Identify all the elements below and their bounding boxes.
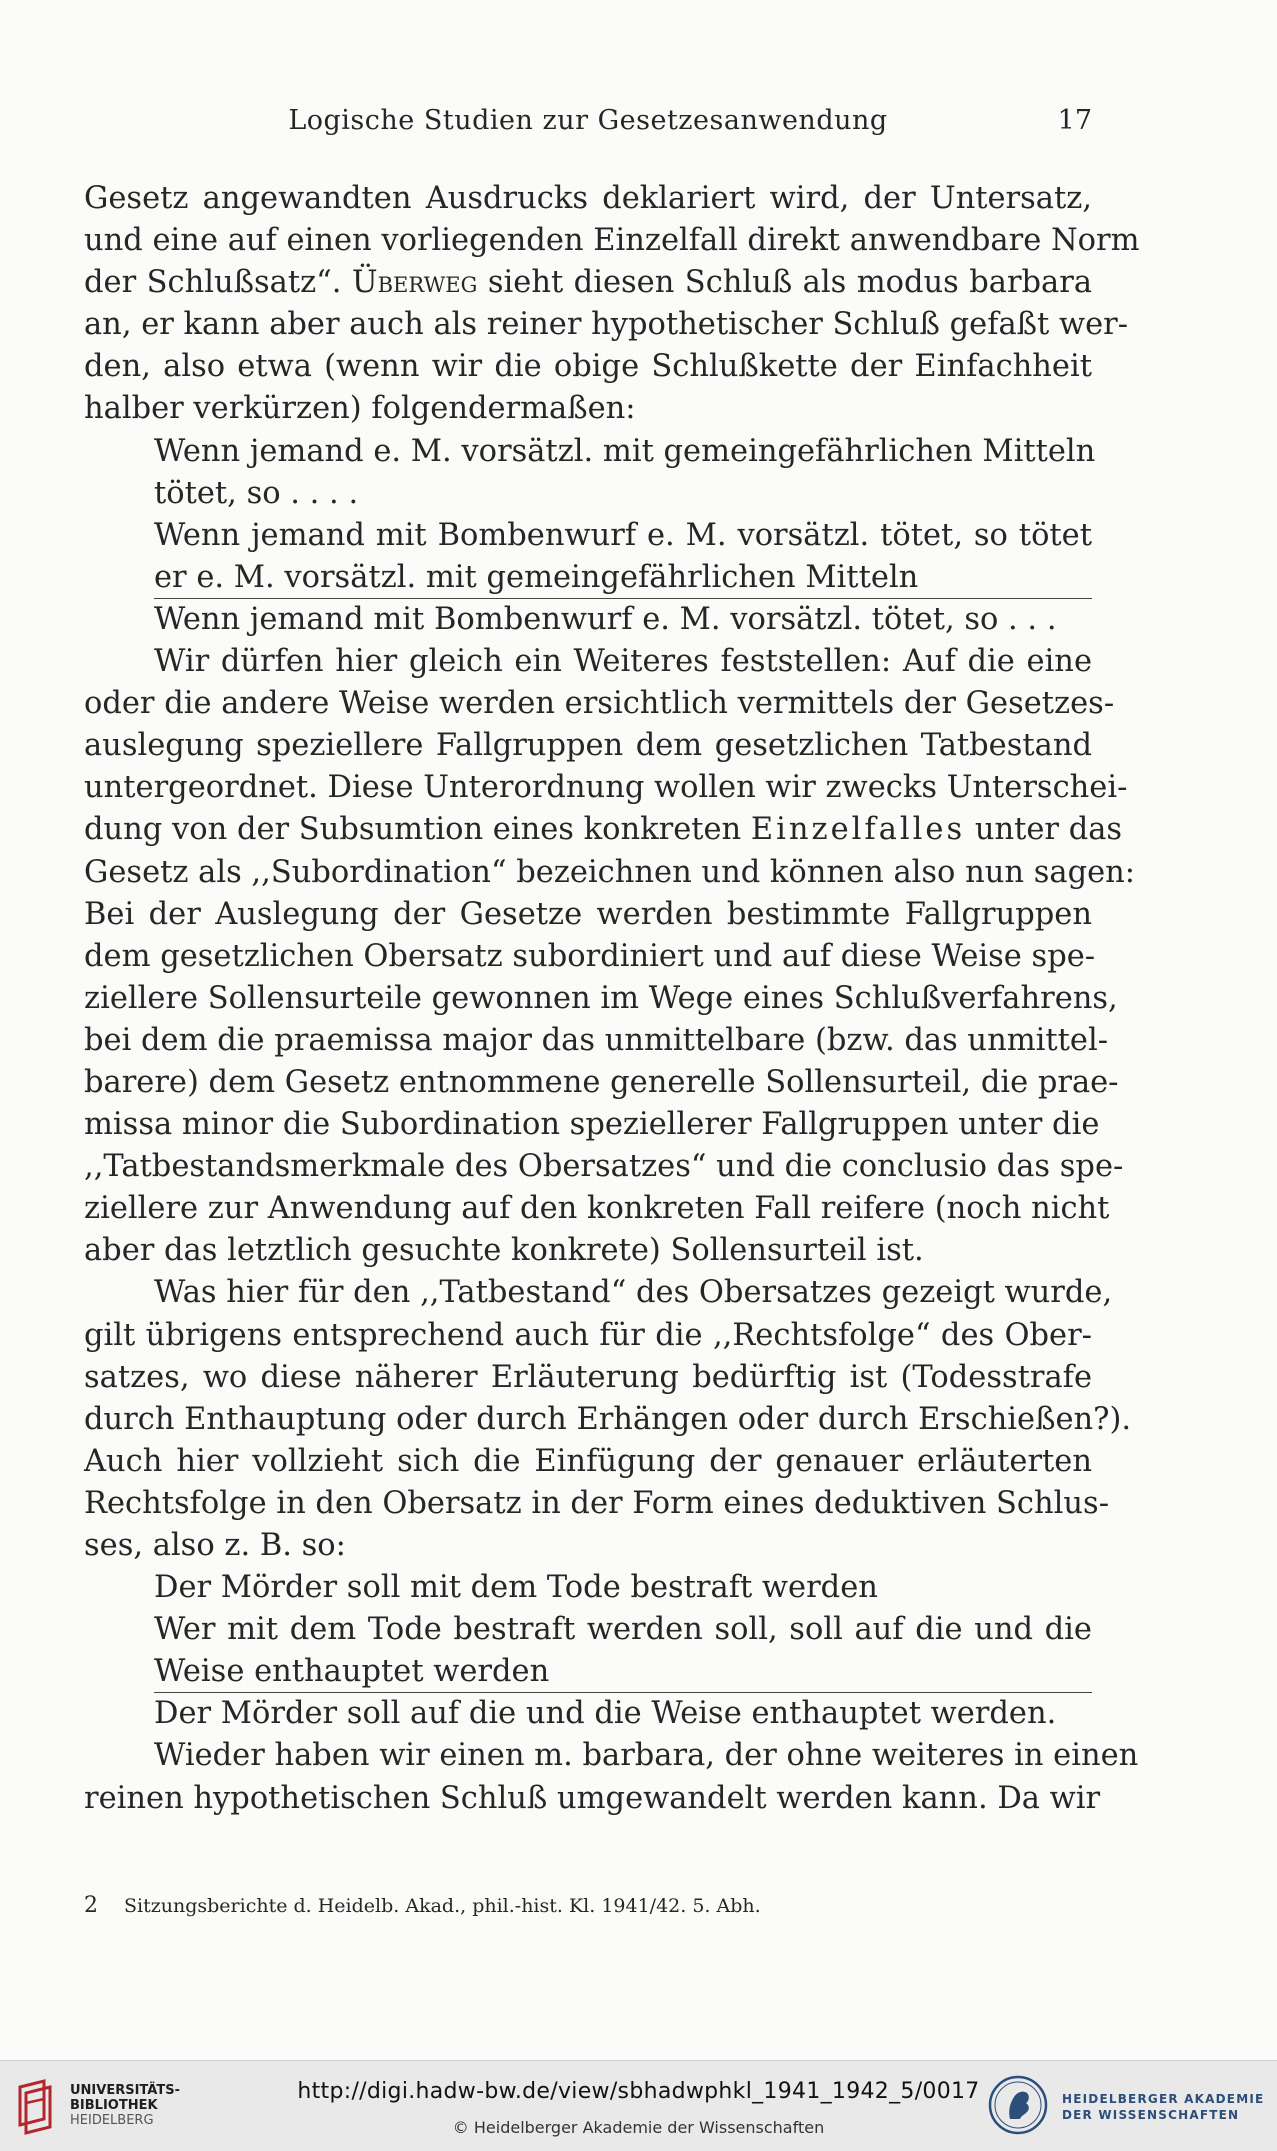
running-header (84, 105, 1092, 145)
text-line: barere) dem Gesetz entnommene generelle Sollensurteil, die prae- (84, 1064, 1119, 1100)
minor-premise-line: er e. M. vorsätzl. mit gemeingefährlichen Mitteln (154, 559, 919, 595)
text-line: oder die andere Weise werden ersichtlich vermittels der Gesetzes- (84, 686, 1115, 722)
conclusion-line: Der Mörder soll auf die und die Weise enthauptet werden. (154, 1696, 1057, 1732)
footnote-text: Sitzungsberichte d. Heidelb. Akad., phil.-hist. Kl. 1941/42. 5. Abh. (124, 1895, 761, 1917)
text-line: missa minor die Subordination speziellerer Fallgruppen unter die (84, 1107, 1100, 1143)
text-span: dung von der Subsumtion eines konkreten (84, 812, 751, 848)
text-line: und eine auf einen vorliegenden Einzelfall direkt anwendbare Norm (84, 223, 1140, 259)
text-line: Gesetz angewandten Ausdrucks deklariert wird, der Untersatz, (84, 181, 1092, 216)
text-line: durch Enthauptung oder durch Erhängen oder durch Erschießen?). (84, 1401, 1132, 1437)
minor-premise-line: Wer mit dem Tode bestraft werden soll, soll auf die und die (154, 1612, 1092, 1648)
text-line: satzes, wo diese näherer Erläuterung bedürftig ist (Todesstrafe (84, 1359, 1092, 1395)
minor-premise-line: Weise enthauptet werden (154, 1654, 550, 1690)
text-line: ,,Tatbestandsmerkmale des Obersatzes“ und die conclusio das spe- (84, 1149, 1124, 1185)
library-name-line: HEIDELBERG (70, 2113, 154, 2128)
conclusion-line: Wenn jemand mit Bombenwurf e. M. vorsätzl. tötet, so . . . (154, 601, 1057, 637)
academy-name-line: HEIDELBERGER AKADEMIE (1062, 2092, 1265, 2106)
page-body (84, 178, 1140, 1820)
text-line: reinen hypothetischen Schluß umgewandelt werden kann. Da wir (84, 1780, 1101, 1816)
text-line: Bei der Auslegung der Gesetze werden bestimmte Fallgruppen (84, 896, 1092, 932)
text-line: ziellere Sollensurteile gewonnen im Wege eines Schlußverfahrens, (84, 980, 1118, 1016)
signature-mark: 2 (84, 1893, 98, 1918)
text-span: unter das (965, 812, 1123, 848)
text-line (84, 262, 1092, 304)
running-title: Logische Studien zur Gesetzesanwendung (288, 105, 888, 136)
text-line: ses, also z. B. so: (84, 1528, 346, 1563)
text-line (84, 809, 1123, 851)
digitization-footer (0, 2060, 1277, 2151)
page-number: 17 (1057, 105, 1092, 136)
copyright-notice: © Heidelberger Akademie der Wissenschaften (452, 2118, 825, 2137)
text-line: ziellere zur Anwendung auf den konkreten Fall reifere (noch nicht (84, 1191, 1110, 1227)
text-line: gilt übrigens entsprechend auch für die ,,Rechtsfolge“ des Ober- (84, 1317, 1092, 1353)
emphasis-spaced: Einzelfalles (750, 812, 966, 848)
text-line: den, also etwa (wenn wir die obige Schlußkette der Einfachheit (84, 349, 1092, 385)
academy-name (1062, 2091, 1264, 2123)
major-premise-line: Wenn jemand e. M. vorsätzl. mit gemeingefährlichen Mitteln (154, 433, 1096, 469)
major-premise-line: tötet, so . . . . (154, 475, 359, 511)
author-name: Überweg (351, 265, 478, 301)
text-line: aber das letztlich gesuchte konkrete) Sollensurteil ist. (84, 1233, 924, 1269)
text-span: der Schlußsatz“. (84, 265, 352, 301)
minor-premise-line: Wenn jemand mit Bombenwurf e. M. vorsätzl. tötet, so tötet (154, 517, 1092, 553)
text-line: dem gesetzlichen Obersatz subordiniert und auf diese Weise spe- (84, 938, 1096, 974)
text-span: sieht diesen Schluß als modus barbara (477, 265, 1093, 301)
text-line: auslegung speziellere Fallgruppen dem gesetzlichen Tatbestand (84, 728, 1092, 764)
text-line: an, er kann aber auch als reiner hypothetischer Schluß gefaßt wer- (84, 307, 1129, 343)
text-line: Was hier für den ,,Tatbestand“ des Obersatzes gezeigt wurde, (154, 1275, 1113, 1311)
text-line: halber verkürzen) folgendermaßen: (84, 391, 636, 427)
library-name-line: BIBLIOTHEK (70, 2098, 158, 2113)
library-name-line: UNIVERSITÄTS- (70, 2083, 180, 2098)
academy-seal-icon (988, 2075, 1048, 2135)
text-line: bei dem die praemissa major das unmittelbare (bzw. das unmittel- (84, 1022, 1109, 1058)
permalink-url[interactable]: http://digi.hadw-bw.de/view/sbhadwphkl_1941_1942_5/0017 (297, 2079, 980, 2104)
syllogism-1 (84, 431, 1096, 599)
page-footnote (84, 1893, 761, 1918)
text-line: Gesetz als ,,Subordination“ bezeichnen und können also nun sagen: (84, 854, 1136, 890)
text-line: Wieder haben wir einen m. barbara, der ohne weiteres in einen (154, 1738, 1139, 1774)
major-premise-line: Der Mörder soll mit dem Tode bestraft werden (154, 1570, 878, 1606)
syllogism-2 (84, 1567, 1092, 1693)
academy-name-line: DER WISSENSCHAFTEN (1062, 2108, 1240, 2122)
text-line: Wir dürfen hier gleich ein Weiteres feststellen: Auf die eine (154, 644, 1092, 680)
text-line: Auch hier vollzieht sich die Einfügung der genauer erläuterten (84, 1443, 1092, 1479)
text-line: untergeordnet. Diese Unterordnung wollen wir zwecks Unterschei- (84, 770, 1128, 806)
text-line: Rechtsfolge in den Obersatz in der Form eines deduktiven Schlus- (84, 1485, 1110, 1521)
